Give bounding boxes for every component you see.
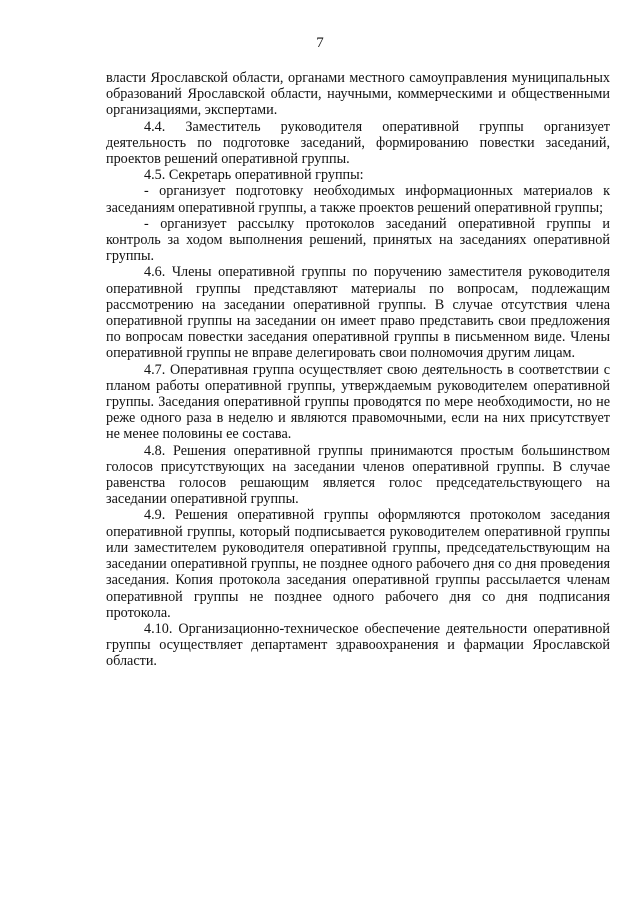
page-number: 7 xyxy=(316,35,324,51)
paragraph-4-4: 4.4. Заместитель руководителя оперативной группы организует деятельность по подготовке заседаний, формированию повестки заседаний, проектов решений оперативной группы. xyxy=(106,118,610,168)
paragraph-4-7: 4.7. Оперативная группа осуществляет свою деятельность в соответствии с планом работы оперативной группы, утверждаемым руководителем оперативной группы. Заседания оперативной группы проводятся по мере необходимости, но не реже одного раза в неделю и являются правомочными, если на них присутствует не менее половины ее состава. xyxy=(106,361,610,443)
paragraph-continuation: власти Ярославской области, органами местного самоуправления муниципальных образований Ярославской области, научными, коммерческими и общественными организациями, экспертами. xyxy=(106,70,610,119)
document-body xyxy=(106,70,610,670)
paragraph-4-9: 4.9. Решения оперативной группы оформляются протоколом заседания оперативной группы, который подписывается руководителем оперативной группы или заместителем руководителя оперативной группы, председательствующим на заседании оперативной группы, не позднее одного рабочего дня со дня проведения заседания. Копия протокола заседания оперативной группы рассылается членам оперативной группы не позднее одного рабочего дня со дня подписания протокола. xyxy=(106,507,610,621)
paragraph-4-5-item-1: - организует подготовку необходимых информационных материалов к заседаниям оперативной группы, а также проектов решений оперативной группы; xyxy=(106,183,610,216)
paragraph-4-5: 4.5. Секретарь оперативной группы: xyxy=(144,167,364,184)
paragraph-4-6: 4.6. Члены оперативной группы по поручению заместителя руководителя оперативной группы представляют материалы по вопросам, подлежащим рассмотрению на заседании оперативной группы. В случае отсутствия члена оперативной группы на заседании он имеет право представить свои предложения по вопросам повестки заседания оперативной группы в письменном виде. Члены оперативной группы не вправе делегировать свои полномочия другим лицам. xyxy=(106,264,610,362)
paragraph-4-10: 4.10. Организационно-техническое обеспечение деятельности оперативной группы осуществляет департамент здравоохранения и фармации Ярославской области. xyxy=(106,620,610,670)
paragraph-4-8: 4.8. Решения оперативной группы принимаются простым большинством голосов присутствующих на заседании членов оперативной группы. В случае равенства голосов решающим является голос председательствующего на заседании оперативной группы. xyxy=(106,442,610,508)
paragraph-4-5-item-2: - организует рассылку протоколов заседаний оперативной группы и контроль за ходом выполнения решений, принятых на заседаниях оперативной группы. xyxy=(106,215,610,265)
